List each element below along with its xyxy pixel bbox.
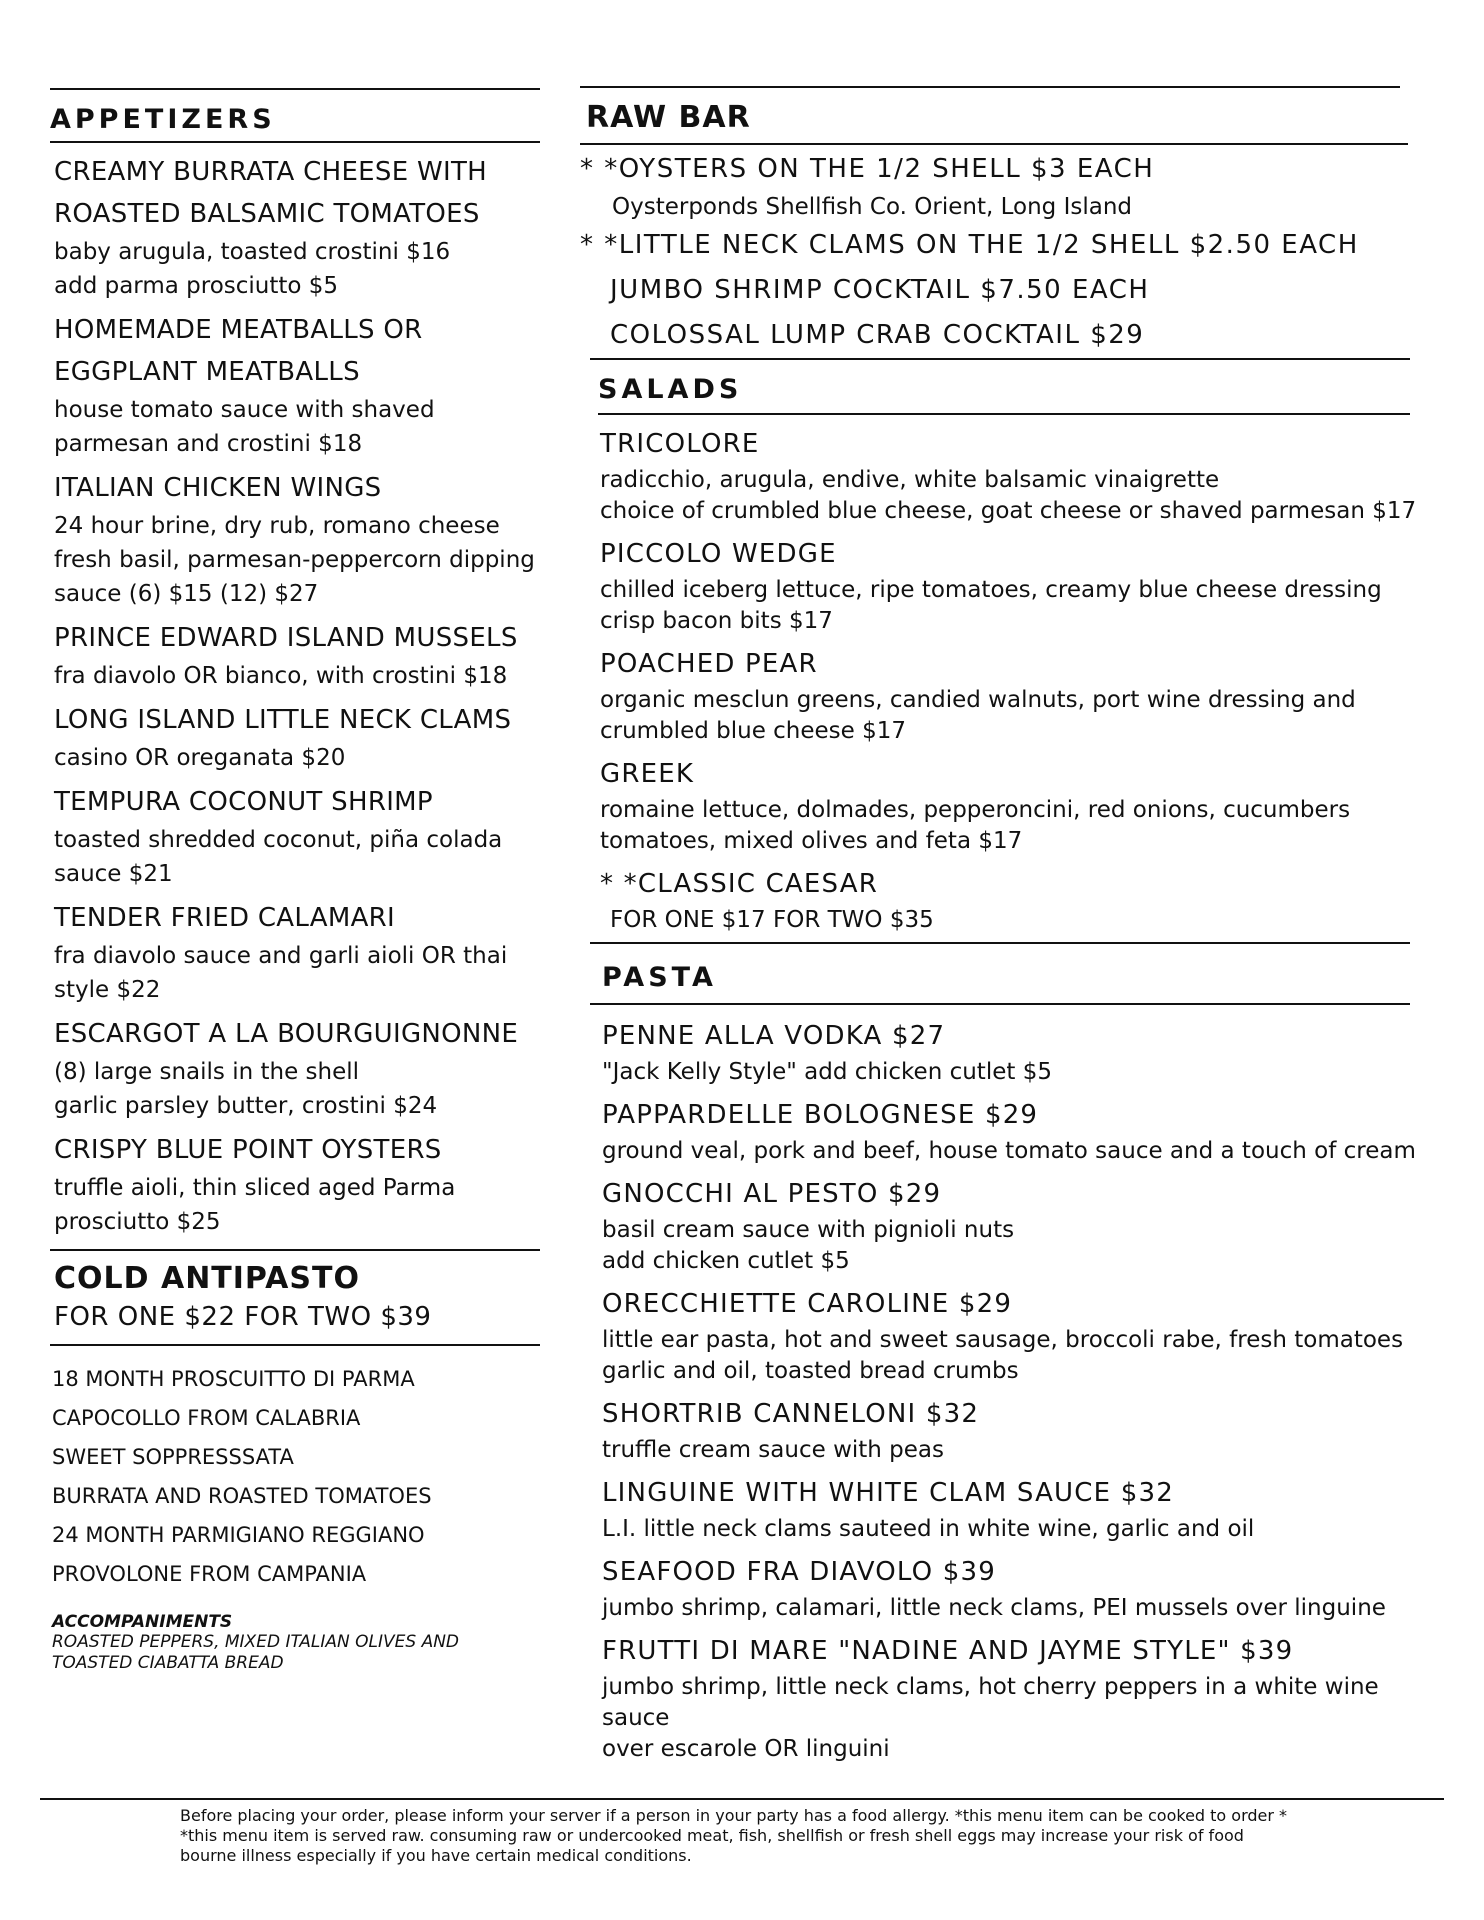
item-desc: ground veal, pork and beef, house tomato sauce and a touch of cream	[602, 1138, 1416, 1164]
item-name: ESCARGOT A LA BOURGUIGNONNE	[54, 1019, 519, 1049]
appetizers-top-rule	[50, 88, 540, 90]
item-desc: FOR ONE $17 FOR TWO $35	[610, 907, 934, 933]
item-desc: organic mesclun greens, candied walnuts, port wine dressing and	[600, 687, 1356, 713]
allergy-disclaimer: Before placing your order, please inform your server if a person in your party has a food allergy. *this menu item can be cooked to order * *this menu item is served raw. consuming raw or undercooked meat, fish, shellfish or fresh shell eggs may increase your risk of food bourne illness especially if you have certain medical conditions.	[180, 1806, 1288, 1865]
item-desc: casino OR oreganata $20	[54, 745, 346, 771]
left-column	[50, 88, 540, 1674]
list-item	[600, 533, 1420, 637]
item-desc: jumbo shrimp, little neck clams, hot cherry peppers in a white wine sauce	[602, 1674, 1379, 1731]
rawbar-title: RAW BAR	[586, 100, 751, 135]
item-name: PRINCE EDWARD ISLAND MUSSELS	[54, 623, 518, 653]
pasta-title: PASTA	[602, 962, 717, 993]
item-desc: fra diavolo OR bianco, with crostini $18	[54, 663, 508, 689]
list-item	[54, 699, 540, 775]
item-name: COLOSSAL LUMP CRAB COCKTAIL $29	[610, 320, 1145, 350]
list-item	[600, 863, 1420, 936]
item-desc-2: add parma prosciutto $5	[54, 273, 339, 299]
item-desc: fra diavolo sauce and garli aioli OR thai style $22	[54, 943, 508, 1003]
item-name: FRUTTI DI MARE "NADINE AND JAYME STYLE" $39	[602, 1636, 1294, 1666]
list-item	[54, 467, 540, 611]
accompaniments-title: ACCOMPANIMENTS	[52, 1612, 233, 1632]
list-item	[602, 1551, 1420, 1624]
list-item	[54, 1013, 540, 1123]
salads-bottom-rule	[598, 413, 1410, 415]
list-item	[580, 147, 1420, 223]
list-item: SWEET SOPPRESSSATA	[52, 1445, 294, 1469]
item-name: TENDER FRIED CALAMARI	[54, 903, 395, 933]
list-item	[602, 1015, 1420, 1088]
item-name: PICCOLO WEDGE	[600, 539, 837, 569]
accompaniments	[52, 1612, 540, 1674]
rawbar-bottom-rule	[580, 143, 1408, 145]
item-name: PENNE ALLA VODKA $27	[602, 1021, 946, 1051]
list-item	[602, 1630, 1420, 1765]
list-item	[600, 423, 1420, 527]
list-item: 24 MONTH PARMIGIANO REGGIANO	[52, 1523, 425, 1547]
item-desc: basil cream sauce with pignioli nuts	[602, 1217, 1015, 1243]
list-item	[600, 643, 1420, 747]
item-desc: L.I. little neck clams sauteed in white wine, garlic and oil	[602, 1516, 1255, 1542]
item-name: HOMEMADE MEATBALLS OR EGGPLANT MEATBALLS	[54, 315, 423, 387]
item-desc-2: crumbled blue cheese $17	[600, 718, 907, 744]
item-desc: radicchio, arugula, endive, white balsamic vinaigrette	[600, 467, 1220, 493]
list-item	[602, 1283, 1420, 1387]
rawbar-list	[580, 147, 1420, 358]
appetizers-bottom-rule	[50, 141, 540, 143]
pasta-top-rule	[590, 942, 1410, 944]
list-item: CAPOCOLLO FROM CALABRIA	[52, 1406, 361, 1430]
rawbar-top-rule	[580, 86, 1400, 88]
item-desc-2: over escarole OR linguini	[602, 1736, 890, 1762]
item-name: LINGUINE WITH WHITE CLAM SAUCE $32	[602, 1478, 1174, 1508]
item-name: * *LITTLE NECK CLAMS ON THE 1/2 SHELL $2.50 EACH	[580, 230, 1359, 260]
list-item	[602, 1393, 1420, 1466]
list-item	[580, 313, 1420, 358]
list-item	[54, 309, 540, 461]
salads-top-rule	[590, 358, 1410, 360]
item-name: POACHED PEAR	[600, 649, 818, 679]
list-item	[54, 781, 540, 891]
item-name: ORECCHIETTE CAROLINE $29	[602, 1289, 1013, 1319]
item-desc-2: choice of crumbled blue cheese, goat cheese or shaved parmesan $17	[600, 498, 1417, 524]
accompaniments-text: ROASTED PEPPERS, MIXED ITALIAN OLIVES AND TOASTED CIABATTA BREAD	[52, 1632, 460, 1673]
list-item	[54, 1129, 540, 1239]
item-name: GREEK	[600, 759, 695, 789]
footer-rule	[40, 1798, 1444, 1800]
item-desc: little ear pasta, hot and sweet sausage, broccoli rabe, fresh tomatoes	[602, 1327, 1404, 1353]
item-desc: chilled iceberg lettuce, ripe tomatoes, creamy blue cheese dressing	[600, 577, 1382, 603]
item-desc: truffle aioli, thin sliced aged Parma prosciutto $25	[54, 1175, 456, 1235]
item-desc: baby arugula, toasted crostini $16	[54, 239, 451, 265]
pasta-bottom-rule	[590, 1003, 1410, 1005]
item-name: CREAMY BURRATA CHEESE WITH ROASTED BALSAMIC TOMATOES	[54, 157, 488, 229]
item-desc-2: add chicken cutlet $5	[602, 1248, 850, 1274]
salads-title: SALADS	[598, 374, 743, 405]
pasta-list	[598, 1015, 1420, 1765]
item-desc: "Jack Kelly Style" add chicken cutlet $5	[602, 1059, 1052, 1085]
appetizers-list	[50, 151, 540, 1239]
item-desc-2: garlic parsley butter, crostini $24	[54, 1093, 438, 1119]
item-desc: romaine lettuce, dolmades, pepperoncini, red onions, cucumbers	[600, 797, 1351, 823]
item-name: CRISPY BLUE POINT OYSTERS	[54, 1135, 442, 1165]
item-desc-2: garlic and oil, toasted bread crumbs	[602, 1358, 1019, 1384]
item-name: * *OYSTERS ON THE 1/2 SHELL $3 EACH	[580, 154, 1155, 184]
list-item	[580, 223, 1420, 268]
item-desc: Oysterponds Shellfish Co. Orient, Long Island	[612, 194, 1132, 220]
item-name: JUMBO SHRIMP COCKTAIL $7.50 EACH	[610, 275, 1150, 305]
antipasto-bottom-rule	[50, 1344, 540, 1346]
item-desc: (8) large snails in the shell	[54, 1059, 360, 1085]
list-item	[54, 151, 540, 303]
item-name: PAPPARDELLE BOLOGNESE $29	[602, 1100, 1039, 1130]
list-item: PROVOLONE FROM CAMPANIA	[52, 1562, 367, 1586]
item-desc-2: crisp bacon bits $17	[600, 608, 833, 634]
item-desc: 24 hour brine, dry rub, romano cheese fresh basil, parmesan-peppercorn dipping sauce (6) $15 (12) $27	[54, 513, 535, 607]
right-column	[580, 86, 1420, 1771]
list-item	[54, 617, 540, 693]
list-item	[602, 1472, 1420, 1545]
antipasto-title: COLD ANTIPASTO	[54, 1261, 360, 1296]
appetizers-title: APPETIZERS	[50, 104, 276, 135]
antipasto-price: FOR ONE $22 FOR TWO $39	[54, 1302, 432, 1332]
salads-list	[596, 423, 1420, 936]
item-name: GNOCCHI AL PESTO $29	[602, 1179, 942, 1209]
item-desc-2: tomatoes, mixed olives and feta $17	[600, 828, 1023, 854]
item-name: LONG ISLAND LITTLE NECK CLAMS	[54, 705, 512, 735]
item-name: * *CLASSIC CAESAR	[600, 869, 878, 899]
item-name: TEMPURA COCONUT SHRIMP	[54, 787, 433, 817]
item-name: SHORTRIB CANNELONI $32	[602, 1399, 980, 1429]
list-item	[602, 1094, 1420, 1167]
list-item: 18 MONTH PROSCUITTO DI PARMA	[52, 1367, 415, 1391]
list-item	[600, 753, 1420, 857]
item-desc: truffle cream sauce with peas	[602, 1437, 945, 1463]
antipasto-top-rule	[50, 1249, 540, 1251]
item-name: ITALIAN CHICKEN WINGS	[54, 473, 382, 503]
item-name: TRICOLORE	[600, 429, 760, 459]
list-item	[54, 897, 540, 1007]
list-item	[602, 1173, 1420, 1277]
item-desc: jumbo shrimp, calamari, little neck clams, PEI mussels over linguine	[602, 1595, 1386, 1621]
list-item	[580, 268, 1420, 313]
antipasto-list	[52, 1360, 540, 1594]
list-item: BURRATA AND ROASTED TOMATOES	[52, 1484, 432, 1508]
item-name: SEAFOOD FRA DIAVOLO $39	[602, 1557, 997, 1587]
item-desc: toasted shredded coconut, piña colada sauce $21	[54, 827, 503, 887]
item-desc: house tomato sauce with shaved parmesan and crostini $18	[54, 397, 435, 457]
